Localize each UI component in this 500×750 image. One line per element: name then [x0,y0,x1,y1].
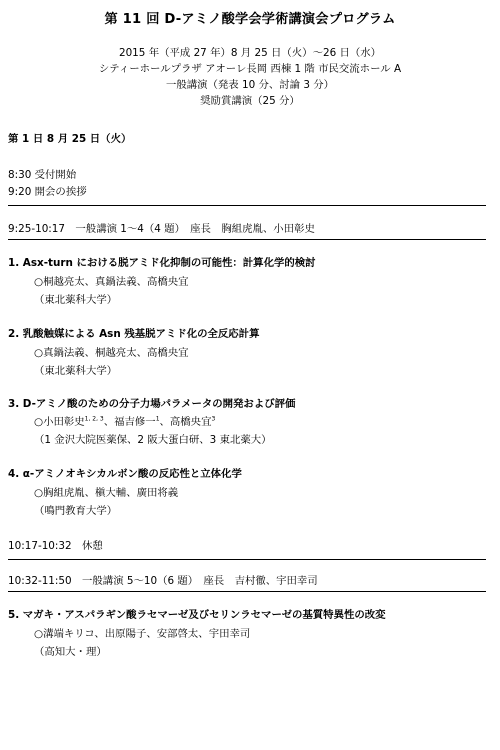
talk-authors: ○真鍋法義、桐越亮太、高橋央宜 [34,347,189,359]
divider [8,239,486,240]
affiliation-marker: 1 [155,415,160,423]
schedule-label: 受付開始 [34,169,77,181]
affiliation-marker: 3 [211,415,216,423]
author-name: ○小田彰史 [34,416,85,428]
schedule-label: 開会の挨拶 [34,186,87,198]
talk-title: 2. 乳酸触媒による Asn 残基脱アミド化の全反応計算 [8,328,260,340]
award-talk-format: 奨励賞講演（25 分） [200,95,300,107]
talk-authors: ○胸組虎胤、槇大輔、廣田将義 [34,487,179,499]
schedule-item [8,166,76,181]
schedule-item [8,183,87,198]
divider [8,591,486,592]
general-talk-format: 一般講演（発表 10 分、討論 3 分） [165,79,335,91]
talk-title: 5. マガキ・アスパラギン酸ラセマーゼ及びセリンラセマーゼの基質特異性の改変 [8,609,386,621]
schedule-time: 8:30 [8,169,32,181]
talk-title: 3. D-アミノ酸のための分子力場パラメータの開発および評価 [8,398,296,410]
schedule-time: 9:20 [8,186,32,198]
break-item: 10:17-10:32 休憩 [8,540,103,552]
talk-authors: ○桐越亮太、真鍋法義、高橋央宜 [34,276,189,288]
day-heading: 第 1 日 8 月 25 日（火） [8,133,132,145]
divider [8,205,486,206]
divider [8,559,486,560]
author-name: 、高橋央宜 [159,416,212,428]
author-name: 、福吉修一 [103,416,156,428]
session-header: 10:32-11:50 一般講演 5～10（6 題） 座長 吉村徹、宇田幸司 [8,575,318,587]
talk-authors [34,413,215,428]
talk-affiliation: （東北薬科大学） [34,365,118,377]
talk-authors: ○溝端キリコ、出原陽子、安部啓太、宇田幸司 [34,628,251,640]
session-header: 9:25-10:17 一般講演 1～4（4 題） 座長 胸組虎胤、小田彰史 [8,223,315,235]
talk-affiliation: （鳴門教育大学） [34,505,118,517]
affiliation-marker: 1, 2, 3 [84,415,104,423]
talk-affiliation: （東北薬科大学） [34,294,118,306]
talk-title: 4. α-アミノオキシカルボン酸の反応性と立体化学 [8,468,242,480]
talk-affiliation: （高知大・理） [34,646,107,658]
event-date: 2015 年（平成 27 年）8 月 25 日（火）～26 日（水） [118,47,382,59]
talk-affiliation: （1 金沢大院医薬保、2 阪大蛋白研、3 東北薬大） [34,434,272,446]
event-venue: シティーホールプラザ アオーレ長岡 西棟 1 階 市民交流ホール A [98,63,402,75]
page-title: 第 11 回 D-アミノ酸学会学術講演会プログラム [104,12,396,27]
talk-title: 1. Asx-turn における脱アミド化抑制の可能性：計算化学的検討 [8,257,316,269]
